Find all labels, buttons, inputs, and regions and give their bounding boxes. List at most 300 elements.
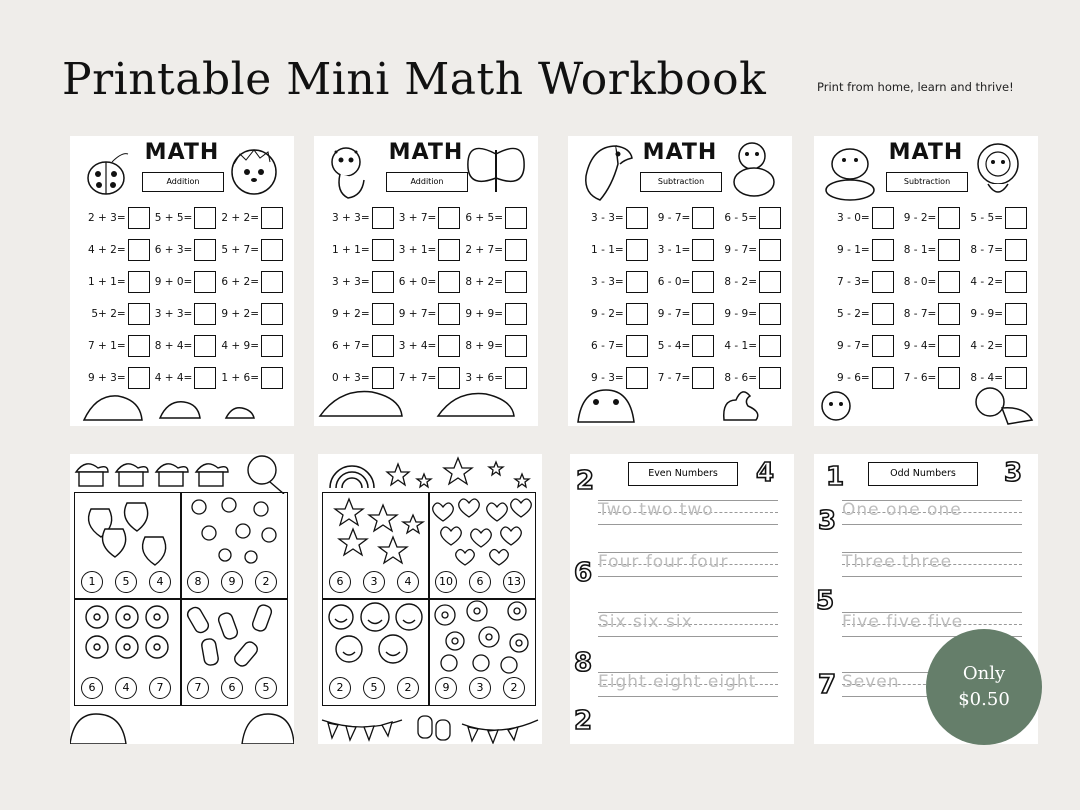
problem (461, 239, 528, 261)
answer-choice[interactable]: 8 (187, 571, 209, 593)
equation-text: 8 - 7= (970, 244, 1004, 256)
equation-text: 6 + 7= (332, 340, 370, 352)
answer-box[interactable] (438, 207, 460, 229)
equation-text: 9 - 7= (657, 212, 691, 224)
equation-text: 6 - 7= (591, 340, 624, 352)
problem (961, 271, 1028, 293)
problem-row (328, 202, 528, 234)
answer-box[interactable] (626, 271, 648, 293)
equation-text: 6 - 5= (724, 212, 758, 224)
answer-box[interactable] (372, 335, 394, 357)
decorative-numeral: 3 (818, 506, 837, 536)
problem-row (84, 266, 284, 298)
parrot-icon (576, 138, 640, 204)
tracing-row (598, 548, 778, 574)
equation-text: 6 + 0= (398, 276, 437, 288)
problem-row (84, 202, 284, 234)
equation-text: 9 - 2= (591, 308, 624, 320)
answer-box[interactable] (759, 271, 781, 293)
problem (328, 303, 395, 325)
problem (151, 207, 218, 229)
equation-text: 1 - 1= (591, 244, 624, 256)
answer-box[interactable] (372, 207, 394, 229)
problem (715, 239, 782, 261)
quadrant-stars (322, 492, 430, 600)
hedgehogs-footer-icon (76, 386, 290, 426)
tracing-banner: Odd Numbers (868, 462, 978, 486)
answer-choice[interactable]: 6 (81, 677, 103, 699)
answer-choice[interactable]: 10 (435, 571, 457, 593)
decorative-numeral: 4 (756, 458, 775, 488)
problem (895, 335, 962, 357)
problem (217, 239, 284, 261)
equation-text: 4 + 4= (154, 372, 193, 384)
answer-choice[interactable]: 2 (397, 677, 419, 699)
problem-row (328, 234, 528, 266)
answer-box[interactable] (872, 335, 894, 357)
problem (84, 303, 151, 325)
math-worksheet-subtraction-1 (568, 136, 792, 426)
answer-box[interactable] (872, 207, 894, 229)
problem (961, 207, 1028, 229)
equation-text: 8 - 2= (724, 276, 758, 288)
decorative-numeral: 3 (1004, 458, 1023, 488)
answer-box[interactable] (938, 335, 960, 357)
answer-box[interactable] (1005, 271, 1027, 293)
problem (217, 271, 284, 293)
problem (395, 207, 462, 229)
answer-box[interactable] (505, 303, 527, 325)
answer-box[interactable] (372, 303, 394, 325)
equation-text: 9 - 6= (837, 372, 870, 384)
answer-box[interactable] (194, 303, 216, 325)
answer-choice[interactable]: 6 (221, 677, 243, 699)
equation-text: 9 - 9= (970, 308, 1004, 320)
answer-choice[interactable]: 6 (469, 571, 491, 593)
tracing-row (598, 668, 778, 694)
equation-text: 3 - 3= (591, 276, 624, 288)
lollipop-icon (181, 493, 287, 569)
ladybug-icon (78, 144, 134, 200)
equation-text: 5 - 5= (970, 212, 1004, 224)
problem-row (84, 234, 284, 266)
worksheet-heading: MATH (388, 140, 464, 165)
equation-text: 9 - 7= (837, 340, 870, 352)
answer-choice[interactable]: 13 (503, 571, 525, 593)
problem (151, 303, 218, 325)
donut-icon (75, 599, 181, 675)
topic-ribbon: Subtraction (886, 172, 968, 192)
tracing-row (842, 496, 1022, 522)
answer-box[interactable] (872, 303, 894, 325)
flower-icon (429, 599, 535, 675)
equation-text: 9 + 2= (221, 308, 260, 320)
equation-text: 6 - 0= (657, 276, 691, 288)
answer-choice[interactable]: 7 (149, 677, 171, 699)
answer-box[interactable] (938, 207, 960, 229)
answer-box[interactable] (759, 335, 781, 357)
answer-box[interactable] (261, 271, 283, 293)
hippo-icon (820, 142, 880, 202)
equation-text: 9 - 7= (657, 308, 691, 320)
answer-box[interactable] (1005, 335, 1027, 357)
equation-text: 7 + 1= (88, 340, 126, 352)
answer-box[interactable] (938, 239, 960, 261)
problem (217, 335, 284, 357)
problem (649, 335, 716, 357)
worksheet-heading: MATH (888, 140, 964, 165)
equation-text: 9 - 4= (903, 340, 937, 352)
answer-box[interactable] (128, 335, 150, 357)
problem (328, 207, 395, 229)
problem (582, 239, 649, 261)
equation-text: 7 - 7= (657, 372, 691, 384)
answer-box[interactable] (626, 335, 648, 357)
equation-text: 8 + 9= (465, 340, 504, 352)
problem (461, 207, 528, 229)
price-badge (926, 629, 1042, 745)
answer-box[interactable] (261, 207, 283, 229)
trace-text: Five five five (842, 612, 964, 632)
equation-text: 3 + 4= (398, 340, 437, 352)
problem (895, 239, 962, 261)
answer-box[interactable] (505, 271, 527, 293)
answer-box[interactable] (505, 335, 527, 357)
problem-grid (582, 202, 782, 394)
leopard-icon (320, 140, 380, 200)
hedgehog-icon (224, 142, 284, 202)
answer-box[interactable] (261, 239, 283, 261)
equation-text: 5 + 5= (154, 212, 193, 224)
answer-box[interactable] (759, 207, 781, 229)
answer-box[interactable] (759, 239, 781, 261)
problem-grid (828, 202, 1028, 394)
answer-box[interactable] (128, 239, 150, 261)
popsicle-icon (181, 599, 287, 675)
problem (649, 207, 716, 229)
equation-text: 7 - 3= (837, 276, 870, 288)
answer-box[interactable] (372, 239, 394, 261)
trace-text: One one one (842, 500, 962, 520)
equation-text: 4 - 1= (724, 340, 758, 352)
problem-row (328, 330, 528, 362)
counting-worksheet-2 (318, 454, 542, 744)
decorative-numeral: 8 (574, 648, 593, 678)
answer-box[interactable] (128, 303, 150, 325)
equation-text: 2 + 2= (221, 212, 260, 224)
problem-row (828, 298, 1028, 330)
trace-text: Six six six (598, 612, 693, 632)
rainbow-stars-header-icon (318, 454, 542, 494)
trace-text: Two two two (598, 500, 714, 520)
problem (151, 239, 218, 261)
problem-row (328, 266, 528, 298)
problem (461, 303, 528, 325)
decorative-numeral: 7 (818, 670, 837, 700)
star-icon (323, 493, 429, 569)
equation-text: 8 - 6= (724, 372, 758, 384)
problem (151, 335, 218, 357)
answer-choice[interactable]: 2 (255, 571, 277, 593)
problem-grid (328, 202, 528, 394)
answer-choice[interactable]: 2 (503, 677, 525, 699)
equation-text: 3 + 1= (398, 244, 437, 256)
answer-box[interactable] (692, 239, 714, 261)
answer-box[interactable] (759, 303, 781, 325)
math-worksheet-subtraction-2 (814, 136, 1038, 426)
answer-choice[interactable]: 7 (187, 677, 209, 699)
quadrant-hearts (428, 492, 536, 600)
trace-text: Four four four (598, 552, 729, 572)
equation-text: 9 - 9= (724, 308, 758, 320)
answer-box[interactable] (128, 271, 150, 293)
problem (328, 271, 395, 293)
equation-text: 1 + 1= (332, 244, 370, 256)
decorative-numeral: 1 (826, 462, 845, 492)
equation-text: 9 + 0= (154, 276, 193, 288)
answer-choice[interactable]: 9 (435, 677, 457, 699)
equation-text: 2 + 3= (88, 212, 126, 224)
answer-box[interactable] (1005, 303, 1027, 325)
problem (828, 303, 895, 325)
equation-text: 3 + 3= (154, 308, 193, 320)
answer-box[interactable] (938, 303, 960, 325)
problem (328, 335, 395, 357)
answer-choice[interactable]: 4 (115, 677, 137, 699)
equation-text: 6 + 3= (154, 244, 193, 256)
equation-text: 8 - 7= (903, 308, 937, 320)
problem (895, 207, 962, 229)
equation-text: 3 - 3= (591, 212, 624, 224)
problem (828, 335, 895, 357)
decorative-numeral: 2 (576, 466, 595, 496)
problem-row (84, 330, 284, 362)
decorative-numeral: 5 (816, 586, 835, 616)
price-badge-label: Only (962, 663, 1006, 684)
answer-box[interactable] (194, 239, 216, 261)
problem-grid (84, 202, 284, 394)
answer-box[interactable] (438, 271, 460, 293)
problem (828, 207, 895, 229)
equation-text: 5 - 2= (837, 308, 870, 320)
answer-box[interactable] (128, 207, 150, 229)
equation-text: 4 + 9= (221, 340, 260, 352)
answer-choice[interactable]: 2 (329, 677, 351, 699)
quadrant-donuts (74, 598, 182, 706)
equation-text: 8 - 0= (903, 276, 937, 288)
problem (84, 271, 151, 293)
problem (217, 207, 284, 229)
problem (961, 335, 1028, 357)
equation-text: 8 + 4= (154, 340, 193, 352)
problem (151, 271, 218, 293)
problem (961, 303, 1028, 325)
answer-choice[interactable]: 6 (329, 571, 351, 593)
topic-ribbon: Addition (142, 172, 224, 192)
quadrant-strawberries (74, 492, 182, 600)
answer-box[interactable] (194, 271, 216, 293)
problem (715, 207, 782, 229)
equation-text: 8 + 2= (465, 276, 504, 288)
problem (461, 335, 528, 357)
problem (328, 239, 395, 261)
answer-box[interactable] (938, 271, 960, 293)
math-worksheet-addition-1 (70, 136, 294, 426)
answer-box[interactable] (626, 303, 648, 325)
problem (649, 271, 716, 293)
trace-text: Eight eight eight (598, 672, 757, 692)
problem-row (84, 298, 284, 330)
answer-choice[interactable]: 5 (363, 677, 385, 699)
answer-box[interactable] (626, 207, 648, 229)
tracing-worksheet-even (570, 454, 794, 744)
tagline: Print from home, learn and thrive! (817, 80, 1014, 94)
problem (649, 239, 716, 261)
answer-box[interactable] (692, 335, 714, 357)
equation-text: 5+ 2= (91, 308, 126, 320)
problem (895, 303, 962, 325)
cupcake-footer-icon (70, 706, 294, 744)
answer-box[interactable] (261, 335, 283, 357)
answer-box[interactable] (505, 239, 527, 261)
tracing-row (842, 548, 1022, 574)
worksheet-heading: MATH (642, 140, 718, 165)
problem (395, 303, 462, 325)
answer-choice[interactable]: 3 (469, 677, 491, 699)
answer-box[interactable] (1005, 207, 1027, 229)
trace-text: Three three (842, 552, 953, 572)
problem (582, 335, 649, 357)
turtles-footer-icon (314, 386, 538, 426)
answer-box[interactable] (692, 303, 714, 325)
cows-footer-icon (814, 386, 1038, 426)
problem-row (828, 330, 1028, 362)
answer-box[interactable] (692, 271, 714, 293)
problem-row (582, 330, 782, 362)
equation-text: 1 + 1= (88, 276, 126, 288)
equation-text: 1 + 6= (221, 372, 260, 384)
answer-box[interactable] (194, 335, 216, 357)
worksheet-heading: MATH (144, 140, 220, 165)
problem-row (828, 202, 1028, 234)
equation-text: 9 - 7= (724, 244, 758, 256)
problem (582, 207, 649, 229)
equation-text: 3 + 7= (398, 212, 437, 224)
problem (715, 303, 782, 325)
trace-text: Seven (842, 672, 900, 692)
answer-box[interactable] (438, 335, 460, 357)
answer-choice[interactable]: 1 (81, 571, 103, 593)
equation-text: 8 - 1= (903, 244, 937, 256)
quadrant-smiley-faces (322, 598, 430, 706)
equation-text: 7 + 7= (398, 372, 437, 384)
equation-text: 6 + 5= (465, 212, 504, 224)
problem (895, 271, 962, 293)
bear-icon (724, 138, 784, 200)
problem (217, 303, 284, 325)
answer-box[interactable] (1005, 239, 1027, 261)
equation-text: 2 + 7= (465, 244, 504, 256)
equation-text: 9 + 2= (332, 308, 370, 320)
problem-row (582, 202, 782, 234)
answer-box[interactable] (872, 239, 894, 261)
problem (649, 303, 716, 325)
tracing-banner: Even Numbers (628, 462, 738, 486)
answer-choice[interactable]: 4 (397, 571, 419, 593)
topic-ribbon: Addition (386, 172, 468, 192)
price-badge-price: $0.50 (958, 689, 1010, 710)
problem (84, 207, 151, 229)
answer-box[interactable] (438, 303, 460, 325)
answer-choice[interactable]: 3 (363, 571, 385, 593)
answer-choice[interactable]: 9 (221, 571, 243, 593)
counting-worksheet-1 (70, 454, 294, 744)
problem (961, 239, 1028, 261)
problem-row (582, 298, 782, 330)
decorative-numeral: 6 (574, 558, 593, 588)
smiley-icon (323, 599, 429, 675)
answer-box[interactable] (692, 207, 714, 229)
problem (84, 335, 151, 357)
problem-row (582, 234, 782, 266)
equation-text: 9 + 3= (88, 372, 126, 384)
heart-icon (429, 493, 535, 569)
equation-text: 0 + 3= (332, 372, 370, 384)
problem (395, 271, 462, 293)
equation-text: 3 - 0= (837, 212, 870, 224)
answer-box[interactable] (505, 207, 527, 229)
answer-box[interactable] (438, 239, 460, 261)
equation-text: 3 - 1= (657, 244, 691, 256)
cupcakes-header-icon (70, 454, 294, 494)
problem-row (582, 266, 782, 298)
problem-row (828, 266, 1028, 298)
problem (395, 335, 462, 357)
equation-text: 4 + 2= (88, 244, 126, 256)
tracing-row (598, 496, 778, 522)
problem (715, 335, 782, 357)
answer-choice[interactable]: 5 (115, 571, 137, 593)
equation-text: 3 + 3= (332, 276, 370, 288)
decorative-numeral: 2 (574, 706, 593, 736)
answer-box[interactable] (261, 303, 283, 325)
equation-text: 9 - 2= (903, 212, 937, 224)
problem-row (328, 298, 528, 330)
quadrant-popsicles (180, 598, 288, 706)
math-worksheet-addition-2 (314, 136, 538, 426)
answer-choice[interactable]: 5 (255, 677, 277, 699)
frog-and-duck-footer-icon (574, 384, 786, 426)
quadrant-flowers (428, 598, 536, 706)
equation-text: 5 + 7= (221, 244, 260, 256)
butterfly-icon (464, 140, 528, 200)
answer-box[interactable] (372, 271, 394, 293)
equation-text: 9 + 9= (465, 308, 504, 320)
answer-box[interactable] (872, 271, 894, 293)
answer-choice[interactable]: 4 (149, 571, 171, 593)
answer-box[interactable] (626, 239, 648, 261)
lion-icon (966, 140, 1030, 204)
equation-text: 9 - 1= (837, 244, 870, 256)
problem (828, 271, 895, 293)
page-title: Printable Mini Math Workbook (62, 54, 767, 105)
topic-ribbon: Subtraction (640, 172, 722, 192)
equation-text: 5 - 4= (657, 340, 691, 352)
quadrant-lollipops (180, 492, 288, 600)
equation-text: 6 + 2= (221, 276, 260, 288)
answer-box[interactable] (194, 207, 216, 229)
problem (582, 271, 649, 293)
